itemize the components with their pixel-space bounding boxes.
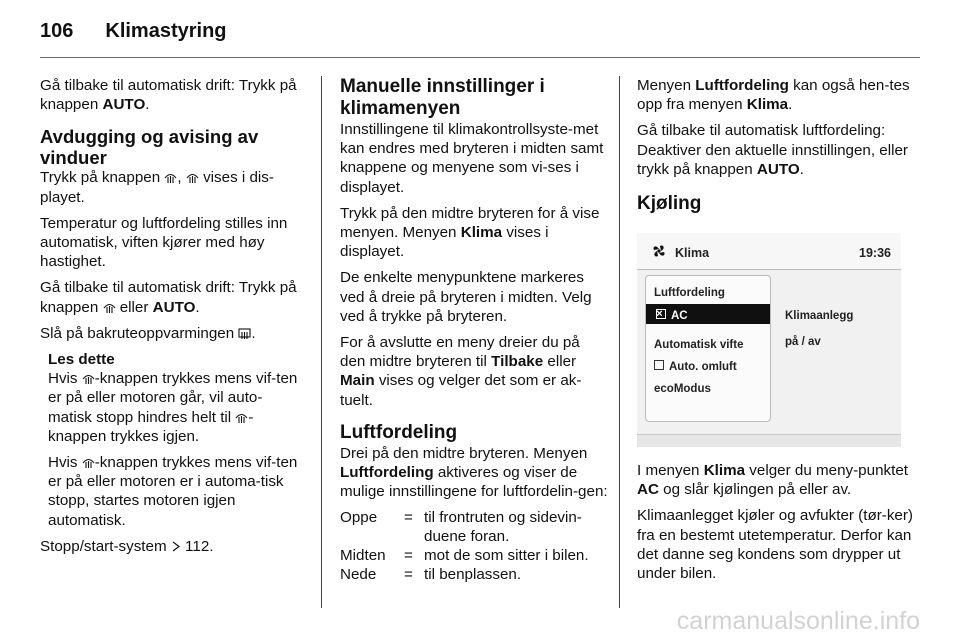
note-box: [40, 350, 306, 530]
menu-item-ecomodus[interactable]: ecoModus: [654, 383, 711, 396]
page-reference-link[interactable]: 112.: [180, 537, 214, 555]
paragraph: Stopp/start-system 112.: [40, 537, 214, 555]
column-divider: [321, 76, 322, 608]
paragraph: Gå tilbake til automatisk luftfordeling: Deaktiver den aktuelle innstillingen, eller trykk på knappen AUTO.: [637, 122, 908, 178]
defrost-icon: [164, 171, 177, 184]
paragraph: Slå på bakruteoppvarmingen .: [40, 324, 256, 342]
note-paragraph: Hvis -knappen trykkes mens vif-ten er på eller motoren går, vil auto-matisk stopp hindres helt til -knappen trykkes igjen.: [48, 370, 298, 445]
air-distribution-table: Oppe = til frontruten og sidevin-duene foran. Midten = mot de som sitter i bilen. Nede = til benplassen.: [340, 508, 608, 584]
climate-menu: [645, 275, 771, 422]
detail-value: på / av: [785, 336, 821, 349]
checkbox-icon: [654, 360, 664, 370]
paragraph: Trykk på knappen , vises i dis-playet.: [40, 169, 274, 206]
paragraph: For å avslutte en meny dreier du på den midtre bryteren til Tilbake eller Main vises og velger det som er ak-tuelt.: [340, 334, 582, 409]
note-title: Les dette: [48, 351, 115, 369]
section-heading-manual: Manuelle innstillinger i klimamenyen: [340, 76, 545, 119]
menu-item-ac[interactable]: ×AC: [646, 304, 770, 324]
column-3: [637, 76, 922, 590]
column-2: [340, 76, 608, 584]
paragraph: Gå tilbake til automatisk drift: Trykk på knappen AUTO.: [40, 77, 297, 114]
note-paragraph: Hvis -knappen trykkes mens vif-ten er på eller motoren er i automa-tisk stopp, startes motoren igjen automatisk.: [48, 454, 298, 529]
table-value: til frontruten og sidevin-duene foran.: [424, 509, 582, 546]
section-heading-air: Luftfordeling: [340, 421, 458, 443]
defrost-icon: [235, 411, 248, 424]
paragraph: I menyen Klima velger du meny-punktet AC og slår kjølingen på eller av.: [637, 462, 908, 499]
paragraph: Drei på den midtre bryteren. Menyen Luftfordeling aktiveres og viser de mulige innstillingene for luftfordelin-gen:: [340, 444, 608, 501]
fan-icon: [651, 243, 667, 259]
menu-item-luftfordeling[interactable]: Luftfordeling: [654, 287, 725, 300]
paragraph: Menyen Luftfordeling kan også hen-tes opp fra menyen Klima.: [637, 77, 910, 114]
checkbox-icon: [656, 309, 666, 319]
page-number: 106: [40, 20, 74, 42]
table-key: Oppe: [340, 509, 378, 527]
section-heading-defog: Avdugging og avising av vinduer: [40, 126, 259, 169]
watermark: carmanualsonline.info: [676, 607, 920, 635]
paragraph: De enkelte menypunktene markeres ved å dreie på bryteren i midten. Velg ved å trykke på bryteren.: [340, 269, 592, 325]
paragraph: Temperatur og luftfordeling stilles inn automatisk, viften kjører med høy hastighet.: [40, 214, 288, 271]
table-value: mot de som sitter i bilen.: [424, 547, 589, 565]
defrost-icon: [82, 456, 95, 469]
defrost-icon: [186, 171, 199, 184]
paragraph: Klimaanlegget kjøler og avfukter (tør-ker) fra en bestemt utetemperatur. Derfor kan det danne seg kondens som drypper ut under bilen.: [637, 507, 913, 583]
header-rule: [40, 57, 920, 58]
paragraph: Gå tilbake til automatisk drift: Trykk på knappen eller AUTO.: [40, 279, 297, 316]
paragraph: Innstillingene til klimakontrollsyste-met kan endres med bryteren i midten samt knappene og menyene som vi-ses i displayet.: [340, 121, 604, 196]
paragraph: Trykk på den midtre bryteren for å vise menyen. Menyen Klima vises i displayet.: [340, 204, 600, 261]
column-1: [40, 76, 306, 563]
display-title-bar: [637, 233, 901, 270]
table-key: Nede: [340, 566, 377, 584]
display-title: Klima: [675, 246, 710, 261]
page-header: [40, 20, 227, 43]
table-key: Midten: [340, 547, 386, 565]
rear-window-heating-icon: [238, 327, 251, 340]
detail-title: Klimaanlegg: [785, 310, 854, 323]
display-clock: 19:36: [859, 246, 891, 261]
section-heading-cooling: Kjøling: [637, 193, 702, 215]
column-divider: [619, 76, 620, 608]
arrow-right-icon: [171, 538, 181, 549]
page-title: Klimastyring: [105, 20, 227, 42]
defrost-icon: [82, 372, 95, 385]
display-bottom-bar: [637, 434, 901, 447]
climate-display-screenshot: [637, 233, 901, 447]
defrost-icon: [103, 301, 116, 314]
menu-item-automatisk-vifte[interactable]: Automatisk vifte: [654, 339, 744, 352]
table-value: til benplassen.: [424, 566, 522, 584]
menu-item-auto-omluft[interactable]: Auto. omluft: [654, 358, 737, 377]
